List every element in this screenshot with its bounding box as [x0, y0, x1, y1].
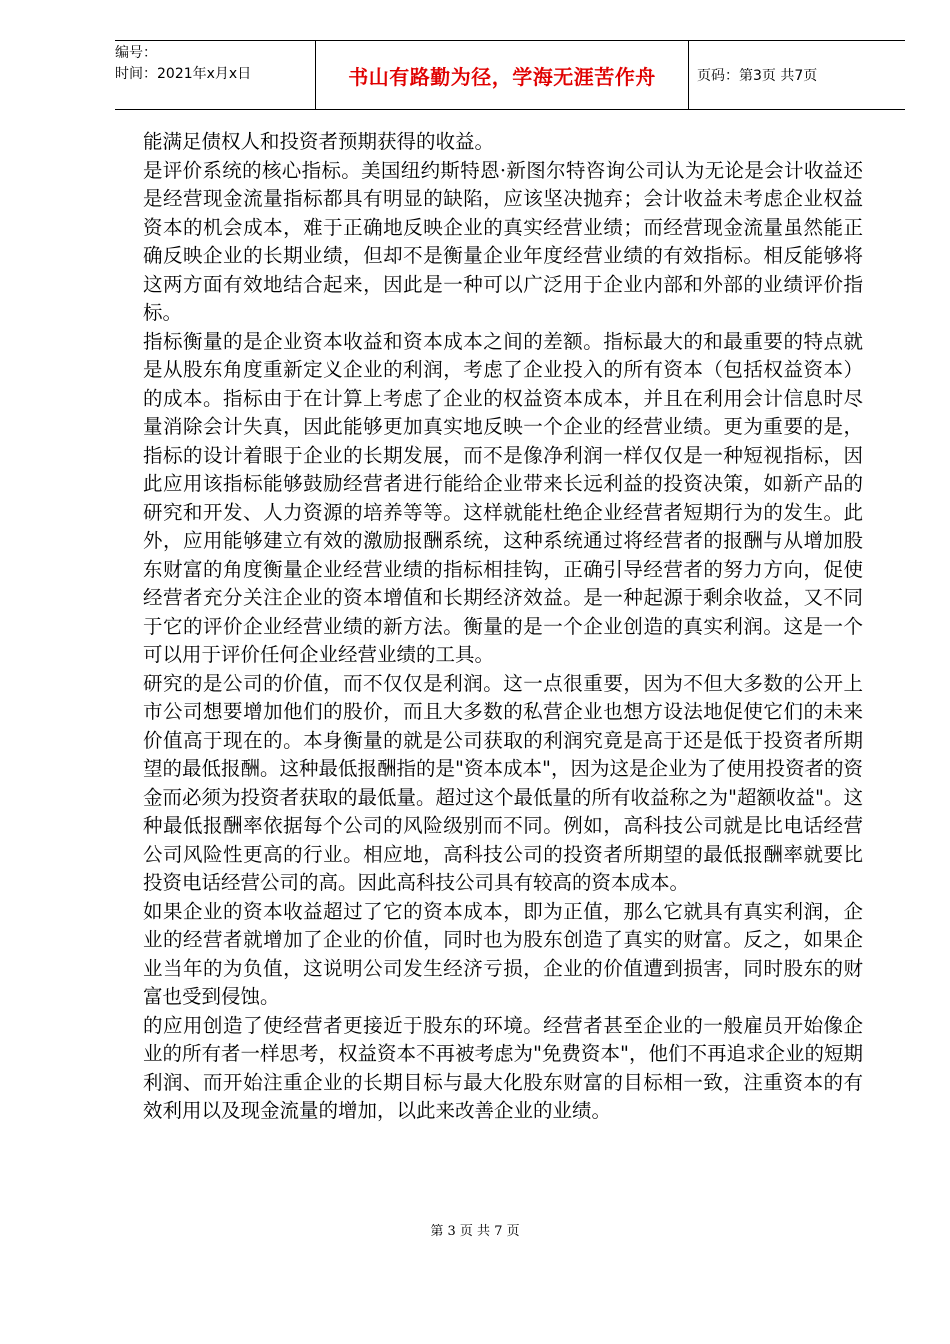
- paragraph-6: 的应用创造了使经营者更接近于股东的环境。经营者甚至企业的一般雇员开始像企业的所有者一样思考，权益资本不再被考虑为"免费资本"，他们不再追求企业的短期利润、而开始注重企业的长期目标与最大化股东财富的目标相一致，注重资本的有效利用以及现金流量的增加，以此来改善企业的业绩。: [143, 1013, 863, 1122]
- paragraph-5: 如果企业的资本收益超过了它的资本成本，即为正值，那么它就具有真实利润，企业的经营者就增加了企业的价值，同时也为股东创造了真实的财富。反之，如果企业当年的为负值，这说明公司发生经济亏损，企业的价值遭到损害，同时股东的财富也受到侵蚀。: [143, 899, 863, 1008]
- time-label: 时间：2021年x月x日: [115, 66, 252, 82]
- number-label: 编号：: [115, 45, 157, 61]
- header-page-cell: [689, 41, 905, 109]
- header-motto-cell: [315, 41, 689, 109]
- page-footer: [0, 1220, 950, 1239]
- paragraph-3: 指标衡量的是企业资本收益和资本成本之间的差额。指标最大的和最重要的特点就是从股东角度重新定义企业的利润，考虑了企业投入的所有资本（包括权益资本）的成本。指标由于在计算上考虑了企业的权益资本成本，并且在利用会计信息时尽量消除会计失真，因此能够更加真实地反映一个企业的经营业绩。更为重要的是，指标的设计着眼于企业的长期发展，而不是像净利润一样仅仅是一种短视指标，因此应用该指标能够鼓励经营者进行能给企业带来长远利益的投资决策，如新产品的研究和开发、人力资源的培养等等。这样就能杜绝企业经营者短期行为的发生。此外，应用能够建立有效的激励报酬系统，这种系统通过将经营者的报酬与从增加股东财富的角度衡量企业经营业绩的指标相挂钩，正确引导经营者的努力方向，促使经营者充分关注企业的资本增值和长期经济效益。是一种起源于剩余收益，又不同于它的评价企业经营业绩的新方法。衡量的是一个企业创造的真实利润。这是一个可以用于评价任何企业经营业绩的工具。: [143, 329, 863, 666]
- footer-page-number: 第 3 页 共 7 页: [430, 1224, 520, 1239]
- document-header: [115, 40, 905, 110]
- header-meta: [115, 41, 315, 109]
- page-info: 页码：第3页 共7页: [697, 68, 818, 84]
- paragraph-4: 研究的是公司的价值，而不仅仅是利润。这一点很重要，因为不但大多数的公开上市公司想要增加他们的股价，而且大多数的私营企业也想方设法地促使它们的未来价值高于现在的。本身衡量的就是公司获取的利润究竟是高于还是低于投资者所期望的最低报酬。这种最低报酬指的是"资本成本"，因为这是企业为了使用投资者的资金而必须为投资者获取的最低量。超过这个最低量的所有收益称之为"超额收益"。这种最低报酬率依据每个公司的风险级别而不同。例如，高科技公司就是比电话经营公司风险性更高的行业。相应地，高科技公司的投资者所期望的最低报酬率就要比投资电话经营公司的高。因此高科技公司具有较高的资本成本。: [143, 671, 863, 894]
- motto-text: 书山有路勤为径，学海无涯苦作舟: [348, 64, 656, 89]
- document-body: [143, 128, 863, 1126]
- paragraph-1: 能满足债权人和投资者预期获得的收益。: [143, 130, 495, 153]
- paragraph-2: 是评价系统的核心指标。美国纽约斯特恩·新图尔特咨询公司认为无论是会计收益还是经营现金流量指标都具有明显的缺陷，应该坚决抛弃；会计收益未考虑企业权益资本的机会成本，难于正确地反映企业的真实经营业绩；而经营现金流量虽然能正确反映企业的长期业绩，但却不是衡量企业年度经营业绩的有效指标。相反能够将这两方面有效地结合起来，因此是一种可以广泛用于企业内部和外部的业绩评价指标。: [143, 158, 863, 324]
